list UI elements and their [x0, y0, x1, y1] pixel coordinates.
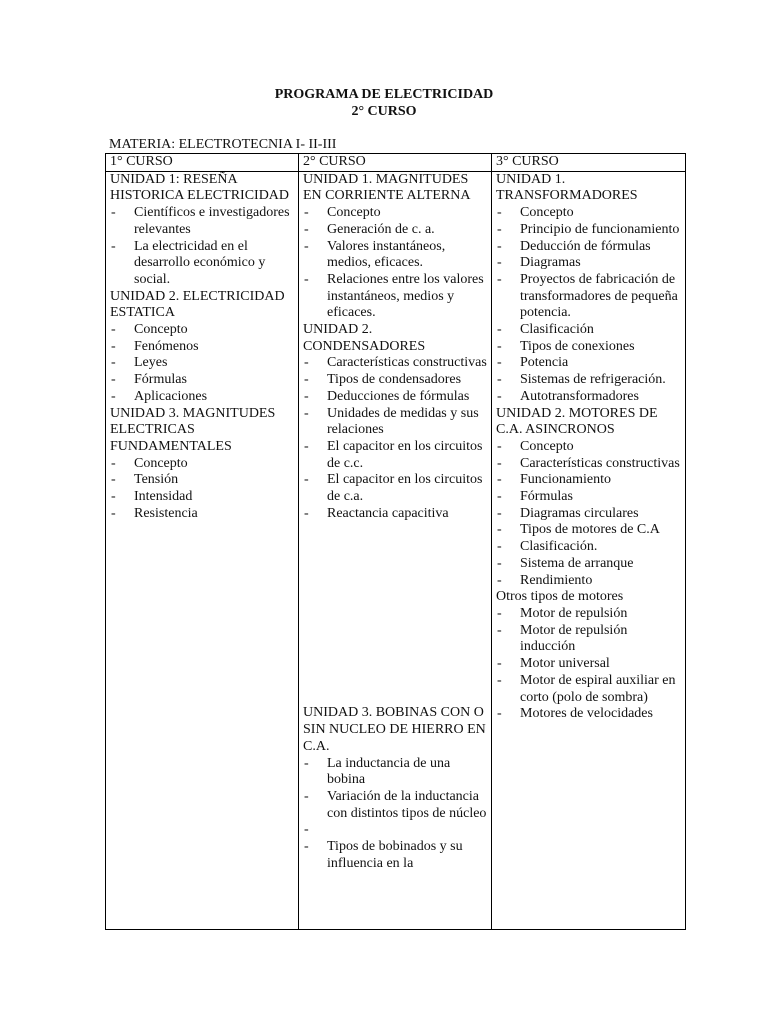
unit-title: UNIDAD 2. ELECTRICIDAD ESTATICA [110, 288, 285, 321]
list-item: - Deducciones de fórmulas [303, 389, 487, 406]
list-item: - Sistemas de refrigeración. [496, 372, 681, 389]
list-item: - Tipos de condensadores [303, 372, 487, 389]
list-item: - Fórmulas [496, 489, 681, 506]
unit-title: UNIDAD 2. CONDENSADORES [303, 322, 426, 354]
header-curso-2: 2° CURSO [299, 154, 492, 172]
list-item: - Concepto [303, 205, 487, 222]
list-item: - Tensión [110, 472, 294, 489]
unit-title: UNIDAD 2. MOTORES DE C.A. ASINCRONOS [496, 405, 658, 438]
unit-list [110, 456, 294, 523]
list-item: - Proyectos de fabricación de transformadores de pequeña potencia. [496, 272, 681, 322]
unit-title: UNIDAD 1. MAGNITUDES EN CORRIENTE ALTERNA [303, 171, 471, 204]
list-item: - Tipos de motores de C.A [496, 522, 681, 539]
list-item: - Motores de velocidades [496, 706, 681, 723]
list-item: - Concepto [496, 205, 681, 222]
unit-list [110, 205, 294, 289]
list-item: - Rendimiento [496, 573, 681, 590]
list-item: - Diagramas [496, 255, 681, 272]
unit-title: UNIDAD 1. TRANSFORMADORES [496, 171, 638, 204]
unit-list [496, 606, 681, 723]
unit-list [303, 355, 487, 522]
list-item: - La electricidad en el desarrollo económico y social. [110, 239, 294, 289]
unit-list [303, 756, 487, 873]
list-item: - El capacitor en los circuitos de c.a. [303, 472, 487, 505]
list-item: - Generación de c. a. [303, 222, 487, 239]
unit-list [496, 439, 681, 589]
list-item: - Motor de repulsión [496, 606, 681, 623]
list-item: - Relaciones entre los valores instantáneos, medios y eficaces. [303, 272, 487, 322]
list-item: - Reactancia capacitiva [303, 506, 487, 523]
table-header-row [106, 154, 686, 172]
list-item: - Características constructivas [303, 355, 487, 372]
list-item: - Principio de funcionamiento [496, 222, 681, 239]
list-item: - Aplicaciones [110, 389, 294, 406]
document-title: PROGRAMA DE ELECTRICIDAD [274, 87, 494, 102]
blank-space [303, 522, 487, 705]
unit-title: UNIDAD 3. MAGNITUDES ELECTRICAS FUNDAMENTALES [110, 405, 276, 454]
table-body-row [106, 171, 686, 929]
list-item: - Fenómenos [110, 339, 294, 356]
list-item: - Características constructivas [496, 456, 681, 473]
list-item: - Fórmulas [110, 372, 294, 389]
list-item: - La inductancia de una bobina [303, 756, 487, 789]
program-table [105, 153, 686, 930]
column-curso-3 [492, 171, 686, 929]
unit-list [110, 322, 294, 406]
list-item: - Variación de la inductancia con distintos tipos de núcleo [303, 789, 487, 822]
column-curso-1 [106, 171, 299, 929]
column-curso-2 [299, 171, 492, 929]
unit-title: Otros tipos de motores [496, 589, 624, 605]
list-item: - Concepto [110, 456, 294, 473]
list-item [303, 822, 487, 839]
list-item: - Deducción de fórmulas [496, 239, 681, 256]
list-item: - Concepto [110, 322, 294, 339]
document-subtitle: 2° CURSO [351, 104, 417, 119]
unit-title: UNIDAD 3. BOBINAS CON O SIN NUCLEO DE HIERRO EN C.A. [303, 705, 486, 754]
list-item: - Diagramas circulares [496, 506, 681, 523]
list-item: - Potencia [496, 355, 681, 372]
list-item: - Valores instantáneos, medios, eficaces. [303, 239, 487, 272]
list-item: - Tipos de conexiones [496, 339, 681, 356]
list-item: - Clasificación [496, 322, 681, 339]
list-item: - Concepto [496, 439, 681, 456]
header-curso-1: 1° CURSO [106, 154, 299, 172]
list-item: - Unidades de medidas y sus relaciones [303, 406, 487, 439]
header-curso-3: 3° CURSO [492, 154, 686, 172]
list-item: - Motor universal [496, 656, 681, 673]
unit-title: UNIDAD 1: RESEÑA HISTORICA ELECTRICIDAD [110, 171, 290, 204]
list-item: - Autotransformadores [496, 389, 681, 406]
list-item: - Científicos e investigadores relevantes [110, 205, 294, 238]
list-item: - Motor de espiral auxiliar en corto (polo de sombra) [496, 673, 681, 706]
list-item: - Motor de repulsión inducción [496, 623, 681, 656]
unit-list [496, 205, 681, 405]
list-item: - Leyes [110, 355, 294, 372]
unit-list [303, 205, 487, 322]
list-item: - Funcionamiento [496, 472, 681, 489]
list-item: - Tipos de bobinados y su influencia en la [303, 839, 487, 872]
materia-label: MATERIA: ELECTROTECNIA I- II-III [109, 137, 337, 152]
list-item: - El capacitor en los circuitos de c.c. [303, 439, 487, 472]
list-item: - Sistema de arranque [496, 556, 681, 573]
list-item: - Clasificación. [496, 539, 681, 556]
list-item: - Resistencia [110, 506, 294, 523]
list-item: - Intensidad [110, 489, 294, 506]
